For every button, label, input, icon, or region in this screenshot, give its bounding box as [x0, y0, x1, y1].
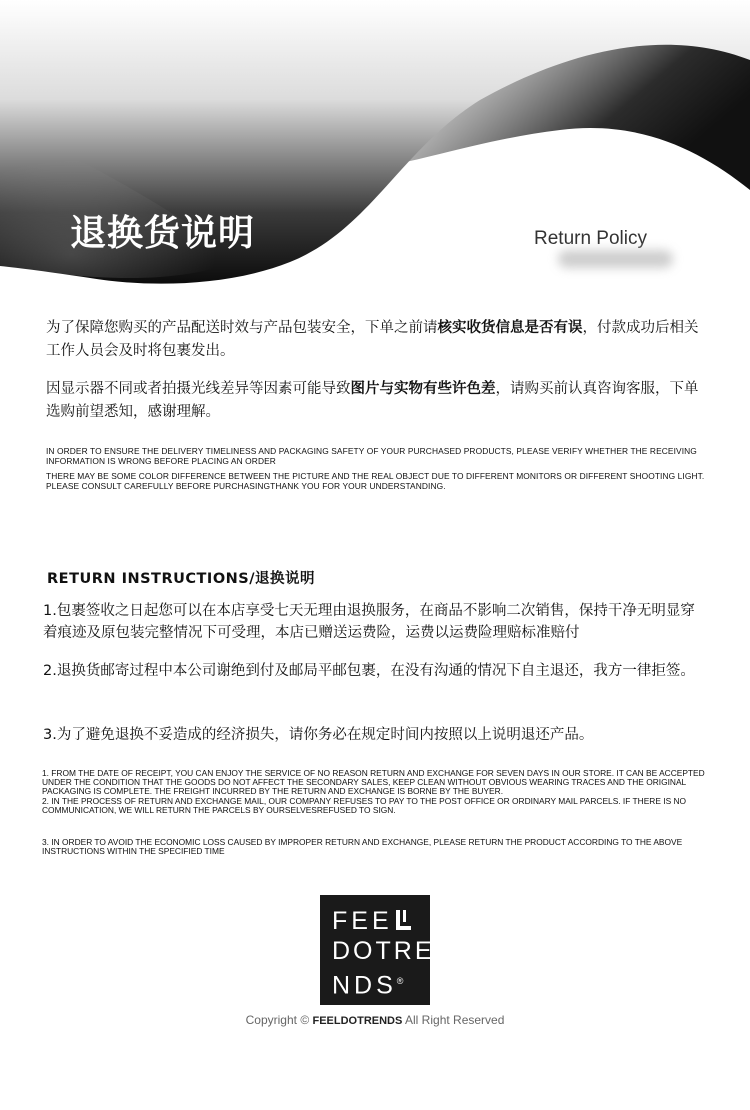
logo-l-mark: [396, 910, 411, 930]
registered-mark: ®: [396, 976, 404, 986]
instruction-english-block: [42, 838, 708, 856]
notice-english-shipping: IN ORDER TO ENSURE THE DELIVERY TIMELINESS AND PACKAGING SAFETY OF YOUR PURCHASED PRODUCTS, PLEASE VERIFY WHETHER THE RECEIVING INFORMATION IS WRONG BEFORE PLACING AN ORDER: [46, 446, 697, 466]
notice-text: 因显示器不同或者拍摄光线差异等因素可能导致: [46, 381, 351, 397]
section-heading: RETURN INSTRUCTIONS/退换说明: [47, 571, 316, 587]
logo-line: DOTRE: [332, 937, 435, 965]
instruction-english-item: 2. IN THE PROCESS OF RETURN AND EXCHANGE MAIL, OUR COMPANY REFUSES TO PAY TO THE POST OFFICE OR ORDINARY MAIL PARCELS. IF THERE IS NO COMMUNICATION, WE WILL RETURN THE PARCELS BY OURSELVESREFUSED TO SIGN.: [42, 795, 687, 815]
brand-logo: [320, 895, 435, 1005]
instruction-english-item: 3. IN ORDER TO AVOID THE ECONOMIC LOSS CAUSED BY IMPROPER RETURN AND EXCHANGE, PLEASE RETURN THE PRODUCT ACCORDING TO THE ABOVE INSTRUCTIONS WITHIN THE SPECIFIED TIME: [42, 837, 683, 857]
instruction-item: 1.包裹签收之日起您可以在本店享受七天无理由退换服务，在商品不影响二次销售，保持干净无明显穿着痕迹及原包装完整情况下可受理，本店已赠送运费险，运费以运费险理赔标准赔付: [43, 603, 695, 641]
notice-paragraph-shipping: [46, 317, 706, 363]
page-subtitle: Return Policy: [534, 228, 647, 249]
copyright-symbol: ©: [300, 1013, 310, 1027]
notice-text: ，付款成功后相关工作人员会及时将包裹发出。: [46, 320, 699, 359]
page-title: 退换货说明: [70, 213, 256, 254]
copyright-text: Copyright: [245, 1013, 297, 1027]
blurred-subtitle-decoration: [558, 250, 673, 268]
notice-text: ，请购买前认真咨询客服，下单选购前望悉知，感谢理解。: [46, 381, 699, 420]
instruction-english-block: [42, 769, 708, 815]
footer-copyright: [0, 1013, 750, 1027]
instruction-item: 2.退换货邮寄过程中本公司谢绝到付及邮局平邮包裹，在没有沟通的情况下自主退还，我方一律拒签。: [43, 663, 695, 679]
notice-emphasis: 核实收货信息是否有误: [437, 320, 583, 336]
footer-brand: FEELDOTRENDS: [312, 1015, 403, 1027]
instruction-item: 3.为了避免退换不妥造成的经济损失，请你务必在规定时间内按照以上说明退还产品。: [43, 727, 594, 743]
notice-english-color: THERE MAY BE SOME COLOR DIFFERENCE BETWEEN THE PICTURE AND THE REAL OBJECT DUE TO DIFFERENT MONITORS OR DIFFERENT SHOOTING LIGHT. PLEASE CONSULT CAREFULLY BEFORE PURCHASINGTHANK YOU FOR YOUR UNDERSTANDING.: [46, 471, 705, 491]
notice-paragraph-color: [46, 378, 706, 424]
notice-emphasis: 图片与实物有些许色差: [350, 381, 496, 397]
notice-text: 为了保障您购买的产品配送时效与产品包装安全，下单之前请: [46, 320, 438, 336]
instruction-english-item: 1. FROM THE DATE OF RECEIPT, YOU CAN ENJOY THE SERVICE OF NO REASON RETURN AND EXCHANGE FOR SEVEN DAYS IN OUR STORE. IT CAN BE ACCEPTED UNDER THE CONDITION THAT THE GOODS DO NOT AFFECT THE SECONDARY SALES, KEEP CLEAN WITHOUT OBVIOUS WEARING TRACES AND THE ORIGINAL PACKAGING IS COMPLETE. THE FREIGHT INCURRED BY THE RETURN AND EXCHANGE IS BORNE BY THE BUYER.: [42, 768, 705, 797]
copyright-text: All Right Reserved: [405, 1013, 505, 1027]
logo-line: FEE: [332, 906, 430, 936]
logo-line: NDS®: [332, 971, 404, 1000]
